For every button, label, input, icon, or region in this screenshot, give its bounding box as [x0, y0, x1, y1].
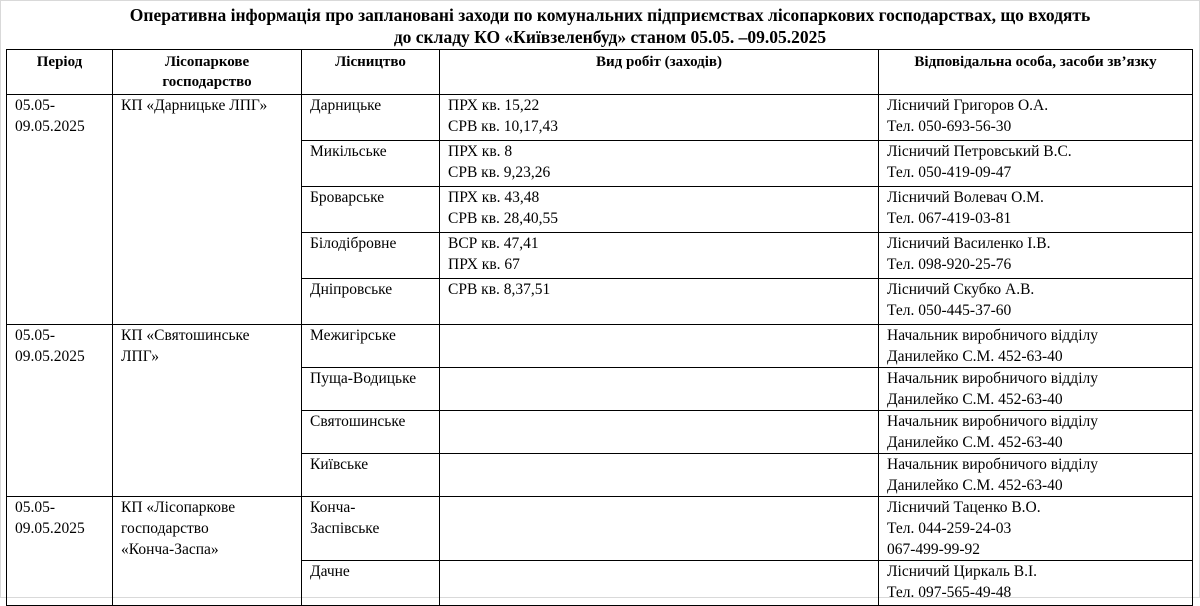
works-line: ПРХ кв. 43,48 — [448, 189, 540, 206]
forestry-line: Пуща-Водицьке — [310, 370, 417, 387]
works-cell — [440, 411, 879, 454]
title-line-2: до складу КО «Київзеленбуд» станом 05.05. –09.05.2025 — [393, 27, 827, 47]
responsible-line: Данилейко С.М. 452-63-40 — [887, 434, 1063, 451]
period-line: 05.05- — [15, 499, 56, 516]
forestry-line: Микільське — [310, 143, 387, 160]
responsible-cell — [879, 187, 1193, 233]
schedule-table — [6, 49, 1193, 606]
enterprise-cell — [113, 497, 302, 606]
period-cell — [7, 95, 113, 325]
responsible-line: Тел. 098-920-25-76 — [887, 256, 1012, 273]
forestry-cell — [302, 95, 440, 141]
works-line: СРВ кв. 8,37,51 — [448, 281, 551, 298]
table-row — [7, 95, 1193, 141]
works-line: СРВ кв. 10,17,43 — [448, 118, 559, 135]
header-responsible: Відповідальна особа, засоби зв’язку — [879, 50, 1193, 95]
works-cell — [440, 233, 879, 279]
forestry-cell — [302, 561, 440, 606]
responsible-line: Лісничий Циркаль В.І. — [887, 563, 1038, 580]
responsible-line: Данилейко С.М. 452-63-40 — [887, 391, 1063, 408]
works-line: ВСР кв. 47,41 — [448, 235, 539, 252]
responsible-line: Лісничий Григоров О.А. — [887, 97, 1049, 114]
table-row — [7, 325, 1193, 368]
responsible-line: Тел. 050-419-09-47 — [887, 164, 1012, 181]
works-cell — [440, 95, 879, 141]
responsible-line: Тел. 044-259-24-03 — [887, 520, 1012, 537]
responsible-cell — [879, 233, 1193, 279]
responsible-cell — [879, 279, 1193, 325]
table-header-row — [7, 50, 1193, 95]
enterprise-line: КП «Дарницьке ЛПГ» — [121, 97, 268, 114]
header-enterprise-line: господарство — [162, 74, 252, 90]
forestry-cell — [302, 497, 440, 561]
responsible-cell — [879, 95, 1193, 141]
enterprise-line: ЛПГ» — [121, 348, 160, 365]
forestry-line: Заспівське — [310, 520, 380, 537]
works-cell — [440, 279, 879, 325]
works-line: ПРХ кв. 15,22 — [448, 97, 540, 114]
period-cell — [7, 497, 113, 606]
works-cell — [440, 325, 879, 368]
responsible-cell — [879, 561, 1193, 606]
header-enterprise-line: Лісопаркове — [164, 54, 250, 70]
responsible-cell — [879, 141, 1193, 187]
responsible-cell — [879, 325, 1193, 368]
enterprise-cell — [113, 325, 302, 497]
forestry-line: Броварське — [310, 189, 385, 206]
responsible-line: Начальник виробничого відділу — [887, 456, 1098, 473]
forestry-cell — [302, 233, 440, 279]
responsible-cell — [879, 454, 1193, 497]
works-line: СРВ кв. 28,40,55 — [448, 210, 559, 227]
enterprise-line: КП «Лісопаркове — [121, 499, 236, 516]
header-enterprise — [113, 50, 302, 95]
enterprise-cell — [113, 95, 302, 325]
responsible-line: Данилейко С.М. 452-63-40 — [887, 477, 1063, 494]
forestry-line: Дачне — [310, 563, 350, 580]
forestry-cell — [302, 368, 440, 411]
works-line: ПРХ кв. 67 — [448, 256, 520, 273]
title-line-1: Оперативна інформація про заплановані заходи по комунальних підприємствах лісопаркових господарствах, що входять — [129, 5, 1091, 25]
period-line: 05.05- — [15, 327, 56, 344]
enterprise-line: «Конча-Заспа» — [121, 541, 219, 558]
works-line: СРВ кв. 9,23,26 — [448, 164, 551, 181]
responsible-line: Тел. 097-565-49-48 — [887, 584, 1012, 601]
forestry-cell — [302, 279, 440, 325]
enterprise-line: КП «Святошинське — [121, 327, 250, 344]
works-cell — [440, 497, 879, 561]
header-forestry: Лісництво — [302, 50, 440, 95]
forestry-cell — [302, 325, 440, 368]
forestry-cell — [302, 187, 440, 233]
period-line: 05.05- — [15, 97, 56, 114]
works-cell — [440, 141, 879, 187]
responsible-line: Лісничий Волевач О.М. — [887, 189, 1044, 206]
forestry-line: Дніпровське — [310, 281, 393, 298]
period-line: 09.05.2025 — [15, 520, 85, 537]
works-cell — [440, 454, 879, 497]
works-cell — [440, 561, 879, 606]
header-works: Вид робіт (заходів) — [440, 50, 879, 95]
responsible-line: Лісничий Скубко А.В. — [887, 281, 1035, 298]
responsible-line: Лісничий Петровський В.С. — [887, 143, 1072, 160]
works-line: ПРХ кв. 8 — [448, 143, 513, 160]
forestry-line: Київське — [310, 456, 369, 473]
responsible-line: Тел. 067-419-03-81 — [887, 210, 1012, 227]
period-line: 09.05.2025 — [15, 118, 85, 135]
responsible-line: Начальник виробничого відділу — [887, 327, 1098, 344]
responsible-line: Тел. 050-445-37-60 — [887, 302, 1012, 319]
responsible-cell — [879, 411, 1193, 454]
responsible-line: Данилейко С.М. 452-63-40 — [887, 348, 1063, 365]
forestry-line: Святошинське — [310, 413, 406, 430]
header-period: Період — [7, 50, 113, 95]
responsible-line: 067-499-99-92 — [887, 541, 980, 558]
period-cell — [7, 325, 113, 497]
forestry-cell — [302, 411, 440, 454]
table-row — [7, 497, 1193, 561]
responsible-cell — [879, 497, 1193, 561]
forestry-line: Конча- — [310, 499, 356, 516]
document-title — [40, 4, 1180, 48]
responsible-line: Лісничий Таценко В.О. — [887, 499, 1041, 516]
forestry-line: Межигірське — [310, 327, 396, 344]
responsible-cell — [879, 368, 1193, 411]
forestry-cell — [302, 141, 440, 187]
period-line: 09.05.2025 — [15, 348, 85, 365]
works-cell — [440, 187, 879, 233]
responsible-line: Лісничий Василенко І.В. — [887, 235, 1051, 252]
forestry-cell — [302, 454, 440, 497]
responsible-line: Начальник виробничого відділу — [887, 370, 1098, 387]
responsible-line: Начальник виробничого відділу — [887, 413, 1098, 430]
enterprise-line: господарство — [121, 520, 209, 537]
forestry-line: Білодібровне — [310, 235, 397, 252]
responsible-line: Тел. 050-693-56-30 — [887, 118, 1012, 135]
works-cell — [440, 368, 879, 411]
forestry-line: Дарницьке — [310, 97, 382, 114]
